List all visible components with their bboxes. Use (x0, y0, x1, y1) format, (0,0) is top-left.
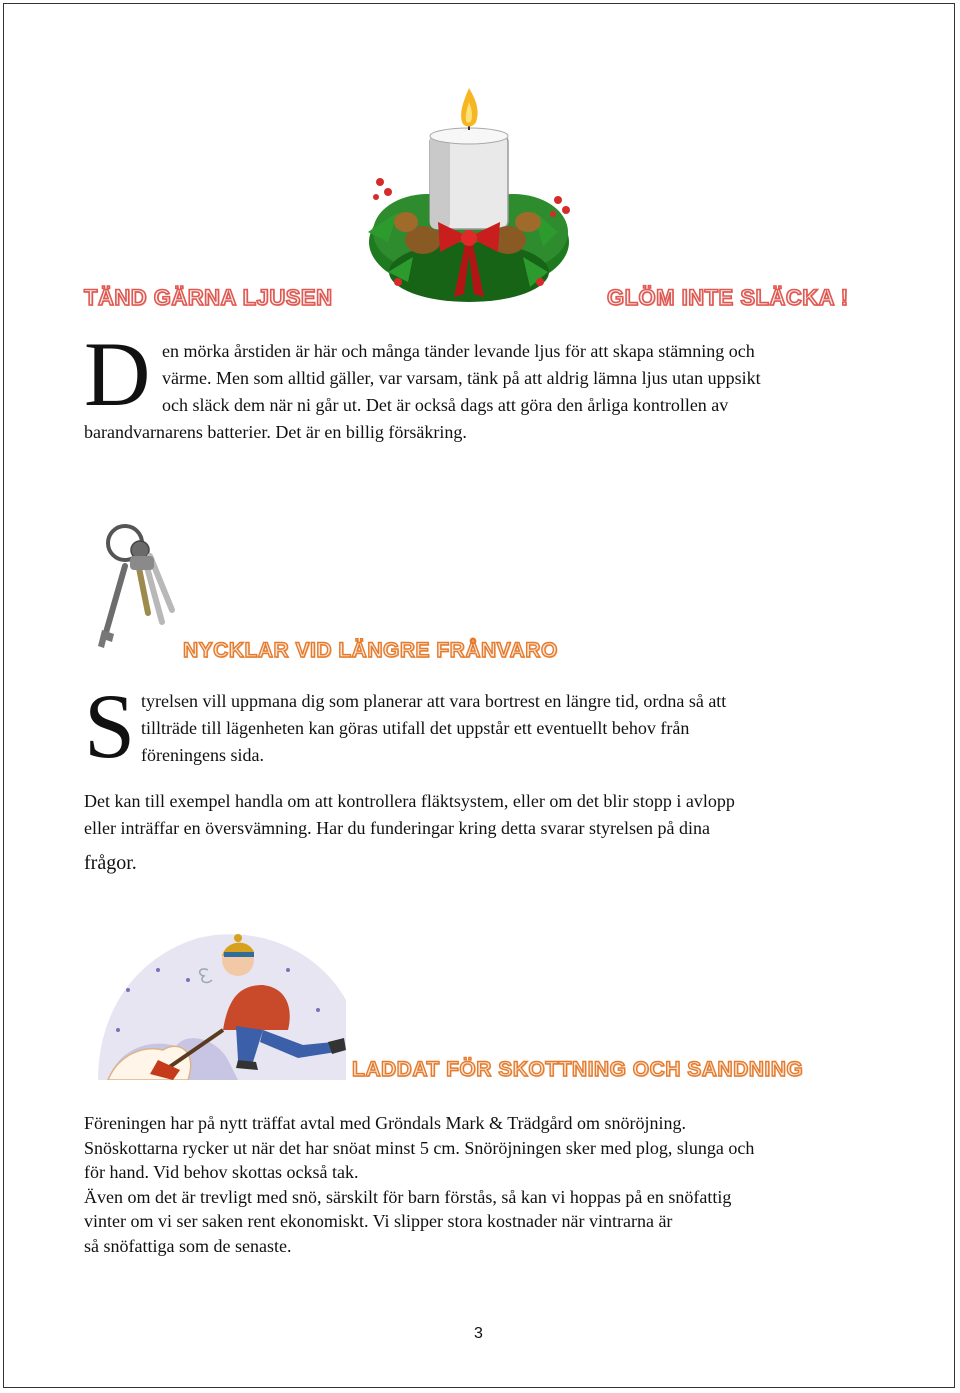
candle-wreath-illustration (358, 82, 580, 310)
candle (430, 120, 508, 229)
section1-paragraph-top (162, 338, 882, 419)
section3-line-4: Även om det är trevligt med snö, särskilt för barn förstås, så kan vi hoppas på en snöfattig (84, 1186, 732, 1207)
section1-line-2: värme. Men som alltid gäller, var varsam, tänk på att aldrig lämna ljus utan uppsikt (162, 368, 761, 388)
section2-para2-line-3: frågor. (84, 852, 137, 874)
title-laddat-for-skottning-och-sandning: LADDAT FÖR SKOTTNING OCH SANDNING (352, 1058, 804, 1081)
section3-line-2: Snöskottarna rycker ut när det har snöat minst 5 cm. Snöröjningen sker med plog, slunga och (84, 1137, 755, 1158)
title-tand-garna-ljusen: TÄND GÄRNA LJUSEN (84, 285, 333, 310)
section1-line-3: och släck dem när ni går ut. Det är också dags att göra den årliga kontrollen av (162, 395, 729, 415)
section1-line-1: en mörka årstiden är här och många tänder levande ljus för att skapa stämning och (162, 341, 755, 361)
dropcap-s: S (84, 675, 136, 777)
section2-para2-line-2: eller inträffar en översvämning. Har du funderingar kring detta svarar styrelsen på dina (84, 818, 710, 838)
section3-line-6: så snöfattiga som de senaste. (84, 1235, 292, 1256)
section2-line-2: tillträde till lägenheten kan göras utifall det uppstår ett eventuellt behov från (141, 718, 690, 738)
snow-shoveler-illustration (88, 930, 350, 1080)
section1-line-4: barandvarnarens batterier. Det är en billig försäkring. (84, 422, 467, 442)
section3-line-1: Föreningen har på nytt träffat avtal med Gröndals Mark & Trädgård om snöröjning. (84, 1113, 687, 1133)
section2-paragraph-2 (84, 788, 884, 877)
section2-line-3: föreningens sida. (141, 745, 264, 765)
section3-line-5: vinter om vi ser saken rent ekonomiskt. Vi slipper stora kostnader när vintrarna är (84, 1211, 673, 1231)
section2-para2-line-1: Det kan till exempel handla om att kontrollera fläktsystem, eller om det blir stopp i avlopp (84, 791, 735, 811)
section3-line-3: för hand. Vid behov skottas också tak. (84, 1162, 359, 1182)
page-number: 3 (474, 1325, 483, 1342)
section1-paragraph-bottom (84, 419, 884, 446)
dropcap-d: D (84, 323, 151, 425)
keys-icon (80, 518, 185, 653)
section2-paragraph-1 (141, 688, 881, 769)
section3-paragraph (84, 1111, 884, 1258)
title-glom-inte-slacka: GLÖM INTE SLÄCKA ! (607, 285, 849, 310)
section2-line-1: tyrelsen vill uppmana dig som planerar att vara bortrest en längre tid, ordna så att (141, 691, 727, 711)
title-nycklar-vid-langre-franvaro: NYCKLAR VID LÄNGRE FRÅNVARO (183, 639, 558, 662)
